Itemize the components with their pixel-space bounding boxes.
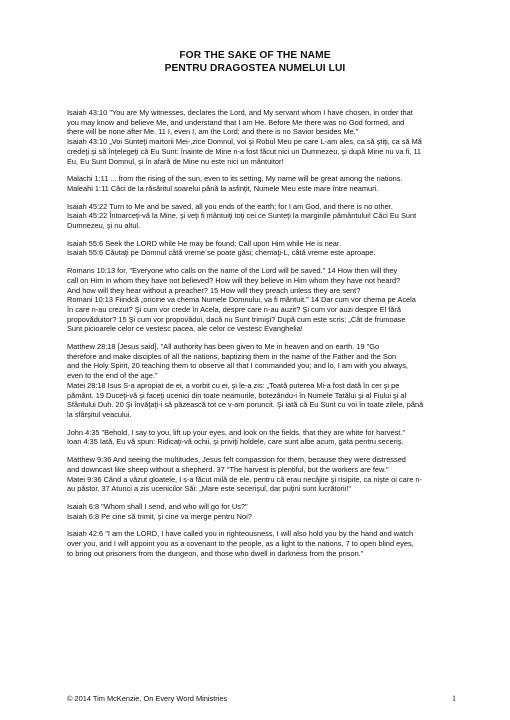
text-line: therefore and make disciples of all the nations, baptizing them in the name of the Father and the Son — [67, 351, 397, 361]
text-line: au păstor. 37 Atunci a zis ucenicilor Săi: „Mare este secerişul, dar puţini sunt lucrătorii!" — [67, 484, 352, 494]
text-line: call on Him in whom they have not believed? How will they believe in Him whom they have not heard? — [67, 275, 401, 285]
text-line: there will be none after Me. 11 I, even I, am the Lord; and there is no Savior besides Me." — [67, 127, 359, 137]
text-line: and the Holy Spirit, 20 teaching them to observe all that I commanded you; and lo, I am with you always, — [67, 361, 408, 371]
text-line: la sfârşitul veacului. — [67, 409, 132, 419]
text-line: Isaiah 43:10 "You are My witnesses, declares the Lord, and My servant whom I have chosen, in order that — [67, 108, 413, 117]
text-line: Matei 28:18 Isus S-a apropiat de ei, a vorbit cu ei, şi le-a zis: „Toată puterea Mi-a fost dată în cer şi pe — [67, 380, 400, 390]
text-line: John 4:35 "Behold, I say to you, lift up your eyes, and look on the fields, that they are white for harvest." — [67, 427, 406, 437]
text-line: în care n-au crezut? Şi cum vor crede în Acela, despre care n-au auzit? Şi cum vor auzi despre El fără — [67, 304, 401, 314]
text-line: Isaiah 55:6 Căutaţi pe Domnul câtă vreme se poate găsi; chemaţi-L, câtă vreme este aproape. — [67, 248, 376, 258]
text-line: Isaiah 43:10 „Voi Sunteţi martorii Mei-,zice Domnul, voi şi Robul Meu pe care L-am ales, ca să ştiţi, ca să Mă — [67, 137, 422, 147]
page-number: 1 — [452, 694, 456, 703]
text-line: Dumnezeu, şi nu altul. — [67, 221, 141, 231]
scripture-paragraph — [67, 529, 457, 558]
document-subtitle: PENTRU DRAGOSTEA NUMELUI LUI — [164, 63, 346, 74]
scripture-paragraph — [67, 174, 457, 193]
document-title: FOR THE SAKE OF THE NAME — [179, 50, 331, 61]
scripture-paragraph — [67, 502, 457, 521]
text-line: propovăduitor? 15 Şi cum vor propovădui, dacă nu Sunt trimişi? După cum este scris: „Cât de frumoase — [67, 314, 406, 324]
scripture-paragraph — [67, 266, 457, 334]
text-line: Romans 10:13 for, "Everyone who calls on the name of the Lord will be saved." 14 How then will they — [67, 266, 398, 276]
text-line: Isaiah 6:8 "Whom shall I send, and who will go for Us?" — [67, 501, 248, 511]
text-line: Sfântului Duh. 20 Şi învăţaţi-i să păzească tot ce v-am poruncit. Şi iată că Eu Sunt cu voi în toate zilele, până — [67, 400, 424, 410]
text-line: Matei 9:36 Când a văzut gloatele, I s-a făcut milă de ele, pentru că erau necăjite şi risipite, ca nişte oi care n- — [67, 474, 422, 484]
text-line: Eu, Eu Sunt Domnul, şi în afară de Mine nu este nici un mântuitor! — [67, 156, 284, 166]
text-line: you may know and believe Me, and understand that I am He. Before Me there was no God formed, and — [67, 117, 405, 127]
text-line: Malachi 1:11 ... from the rising of the sun, even to its setting, My name will be great among the nations. — [67, 174, 403, 184]
document-body — [67, 108, 457, 566]
scripture-paragraph — [67, 239, 457, 258]
footer-copyright: © 2014 Tim McKenzie, On Every Word Ministries — [67, 694, 228, 703]
text-line: Sunt picioarele celor ce vestesc pacea, ale celor ce vestesc Evanghelia! — [67, 324, 303, 334]
text-line: Isaiah 42:6 "I am the LORD, I have called you in righteousness, I will also hold you by the hand and watch — [67, 529, 414, 539]
text-line: Ioan 4:35 Iată, Eu vă spun: Ridicaţi-vă ochii, şi priviţi holdele, care sunt albe acum, gata pentru seceriş. — [67, 437, 404, 447]
text-line: Isaiah 6:8 Pe cine să trimit, şi cine va merge pentru Noi? — [67, 511, 252, 521]
text-line: And how will they hear without a preacher? 15 How will they preach unless they are sent? — [67, 285, 361, 295]
text-line: over you, and I will appoint you as a covenant to the people, as a light to the nations, 7 to open blind eyes, — [67, 539, 414, 549]
text-line: Isaiah 45:22 Turn to Me and be saved, all you ends of the earth; for I am God, and there is no other. — [67, 201, 393, 211]
scripture-paragraph — [67, 202, 457, 231]
text-line: Maleahi 1:11 Căci de la răsăritul soarelui până la asfinţit, Numele Meu este mare între neamuri. — [67, 183, 379, 193]
text-line: Matthew 28:18 [Jesus said], "All authority has been given to Me in heaven and on earth. 19 "Go — [67, 342, 380, 352]
text-line: Isaiah 55:6 Seek the LORD while He may be found; Call upon Him while He is near. — [67, 238, 342, 248]
text-line: even to the end of the age." — [67, 371, 158, 381]
scripture-paragraph — [67, 108, 457, 166]
text-line: pământ. 19 Duceţi-vă şi faceţi ucenici din toate neamurile, botezându-i în Numele Tatălui şi al Fiului şi al — [67, 390, 407, 400]
scripture-paragraph — [67, 342, 457, 420]
scripture-paragraph — [67, 455, 457, 494]
text-line: Matthew 9:36 And seeing the multitudes, Jesus felt compassion for them, because they were distressed — [67, 455, 406, 465]
text-line: and downcast like sheep without a shepherd. 37 "The harvest is plentiful, but the workers are few." — [67, 464, 389, 474]
text-line: to bring out prisoners from the dungeon, and those who dwell in darkness from the prison." — [67, 548, 364, 558]
text-line: credeţi şi să înţelegeţi că Eu Sunt: înainte de Mine n-a fost făcut nici un Dumnezeu, şi după Mine nu va fi, 11 — [67, 146, 421, 156]
scripture-paragraph — [67, 428, 457, 447]
text-line: Isaiah 45:22 Întoarceţi-vă la Mine, şi veţi fi mântuiţi toţi cei ce Sunteţi la marginile pământului! Căci Eu Sunt — [67, 211, 417, 221]
text-line: Romani 10:13 Fiindcă „oricine va chema Numele Domnului, va fi mântuit." 14 Dar cum vor chema pe Acela — [67, 295, 416, 305]
